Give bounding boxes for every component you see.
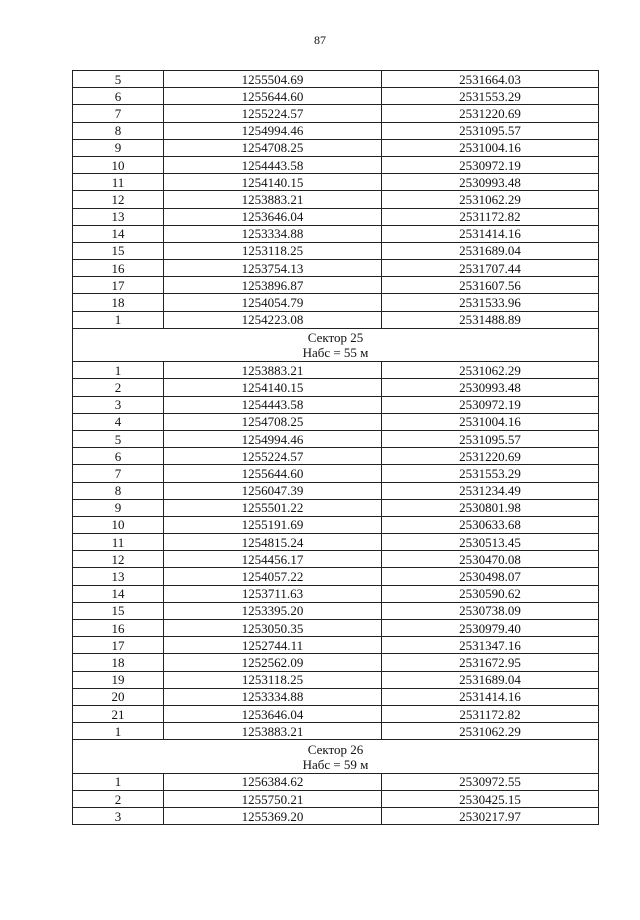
point-number-cell: 2 xyxy=(73,379,164,396)
table-row xyxy=(73,790,599,807)
x-coordinate-cell: 1253883.21 xyxy=(164,362,382,379)
table-row xyxy=(73,585,599,602)
point-number-cell: 10 xyxy=(73,516,164,533)
point-number-cell: 12 xyxy=(73,191,164,208)
x-coordinate-cell: 1255224.57 xyxy=(164,105,382,122)
x-coordinate-cell: 1255644.60 xyxy=(164,465,382,482)
point-number-cell: 14 xyxy=(73,585,164,602)
y-coordinate-cell: 2531172.82 xyxy=(382,705,599,722)
table-row xyxy=(73,448,599,465)
table-row xyxy=(73,260,599,277)
y-coordinate-cell: 2530470.08 xyxy=(382,551,599,568)
x-coordinate-cell: 1253334.88 xyxy=(164,225,382,242)
point-number-cell: 13 xyxy=(73,568,164,585)
x-coordinate-cell: 1254140.15 xyxy=(164,379,382,396)
y-coordinate-cell: 2531004.16 xyxy=(382,413,599,430)
x-coordinate-cell: 1253646.04 xyxy=(164,208,382,225)
y-coordinate-cell: 2530425.15 xyxy=(382,790,599,807)
x-coordinate-cell: 1254223.08 xyxy=(164,311,382,328)
coordinates-table-body xyxy=(73,71,599,825)
point-number-cell: 18 xyxy=(73,654,164,671)
sector-title: Сектор 26 xyxy=(307,741,364,757)
x-coordinate-cell: 1254708.25 xyxy=(164,413,382,430)
sector-height: Набс = 55 м xyxy=(302,345,369,360)
x-coordinate-cell: 1255750.21 xyxy=(164,790,382,807)
x-coordinate-cell: 1253883.21 xyxy=(164,723,382,740)
point-number-cell: 5 xyxy=(73,71,164,88)
x-coordinate-cell: 1253050.35 xyxy=(164,620,382,637)
y-coordinate-cell: 2530738.09 xyxy=(382,602,599,619)
x-coordinate-cell: 1255504.69 xyxy=(164,71,382,88)
y-coordinate-cell: 2531062.29 xyxy=(382,191,599,208)
sector-title: Сектор 25 xyxy=(307,330,364,345)
x-coordinate-cell: 1254815.24 xyxy=(164,534,382,551)
table-row xyxy=(73,71,599,88)
y-coordinate-cell: 2531553.29 xyxy=(382,88,599,105)
y-coordinate-cell: 2531062.29 xyxy=(382,362,599,379)
x-coordinate-cell: 1254456.17 xyxy=(164,551,382,568)
point-number-cell: 16 xyxy=(73,260,164,277)
x-coordinate-cell: 1254140.15 xyxy=(164,174,382,191)
sector-header-row xyxy=(73,328,599,361)
y-coordinate-cell: 2531095.57 xyxy=(382,122,599,139)
table-row xyxy=(73,482,599,499)
point-number-cell: 8 xyxy=(73,122,164,139)
y-coordinate-cell: 2530993.48 xyxy=(382,379,599,396)
point-number-cell: 6 xyxy=(73,88,164,105)
y-coordinate-cell: 2531689.04 xyxy=(382,242,599,259)
y-coordinate-cell: 2531664.03 xyxy=(382,71,599,88)
table-row xyxy=(73,808,599,825)
table-row xyxy=(73,671,599,688)
x-coordinate-cell: 1256047.39 xyxy=(164,482,382,499)
y-coordinate-cell: 2530513.45 xyxy=(382,534,599,551)
table-row xyxy=(73,105,599,122)
point-number-cell: 19 xyxy=(73,671,164,688)
sector-height: Набс = 59 м xyxy=(302,756,369,772)
y-coordinate-cell: 2531220.69 xyxy=(382,448,599,465)
point-number-cell: 15 xyxy=(73,242,164,259)
table-row xyxy=(73,654,599,671)
table-row xyxy=(73,620,599,637)
table-row xyxy=(73,534,599,551)
x-coordinate-cell: 1253646.04 xyxy=(164,705,382,722)
table-row xyxy=(73,174,599,191)
x-coordinate-cell: 1254994.46 xyxy=(164,430,382,447)
x-coordinate-cell: 1255644.60 xyxy=(164,88,382,105)
table-row xyxy=(73,379,599,396)
y-coordinate-cell: 2531004.16 xyxy=(382,139,599,156)
table-row xyxy=(73,465,599,482)
y-coordinate-cell: 2531607.56 xyxy=(382,277,599,294)
table-row xyxy=(73,139,599,156)
x-coordinate-cell: 1255369.20 xyxy=(164,808,382,825)
point-number-cell: 17 xyxy=(73,277,164,294)
point-number-cell: 10 xyxy=(73,156,164,173)
point-number-cell: 20 xyxy=(73,688,164,705)
x-coordinate-cell: 1253896.87 xyxy=(164,277,382,294)
point-number-cell: 16 xyxy=(73,620,164,637)
table-row xyxy=(73,362,599,379)
table-row xyxy=(73,208,599,225)
x-coordinate-cell: 1255224.57 xyxy=(164,448,382,465)
y-coordinate-cell: 2531533.96 xyxy=(382,294,599,311)
point-number-cell: 1 xyxy=(73,723,164,740)
y-coordinate-cell: 2531488.89 xyxy=(382,311,599,328)
x-coordinate-cell: 1254057.22 xyxy=(164,568,382,585)
point-number-cell: 7 xyxy=(73,105,164,122)
sector-header-cell xyxy=(73,740,599,773)
point-number-cell: 11 xyxy=(73,534,164,551)
y-coordinate-cell: 2530972.19 xyxy=(382,156,599,173)
y-coordinate-cell: 2530633.68 xyxy=(382,516,599,533)
x-coordinate-cell: 1253334.88 xyxy=(164,688,382,705)
point-number-cell: 3 xyxy=(73,808,164,825)
x-coordinate-cell: 1253883.21 xyxy=(164,191,382,208)
y-coordinate-cell: 2531414.16 xyxy=(382,225,599,242)
table-row xyxy=(73,773,599,790)
point-number-cell: 9 xyxy=(73,499,164,516)
x-coordinate-cell: 1252562.09 xyxy=(164,654,382,671)
x-coordinate-cell: 1255501.22 xyxy=(164,499,382,516)
point-number-cell: 8 xyxy=(73,482,164,499)
y-coordinate-cell: 2530801.98 xyxy=(382,499,599,516)
y-coordinate-cell: 2530498.07 xyxy=(382,568,599,585)
y-coordinate-cell: 2531234.49 xyxy=(382,482,599,499)
point-number-cell: 5 xyxy=(73,430,164,447)
point-number-cell: 4 xyxy=(73,413,164,430)
y-coordinate-cell: 2531347.16 xyxy=(382,637,599,654)
x-coordinate-cell: 1256384.62 xyxy=(164,773,382,790)
point-number-cell: 7 xyxy=(73,465,164,482)
table-row xyxy=(73,602,599,619)
sector-header-row xyxy=(73,740,599,773)
y-coordinate-cell: 2531672.95 xyxy=(382,654,599,671)
table-row xyxy=(73,516,599,533)
x-coordinate-cell: 1254708.25 xyxy=(164,139,382,156)
point-number-cell: 13 xyxy=(73,208,164,225)
point-number-cell: 12 xyxy=(73,551,164,568)
y-coordinate-cell: 2531062.29 xyxy=(382,723,599,740)
point-number-cell: 1 xyxy=(73,311,164,328)
y-coordinate-cell: 2530993.48 xyxy=(382,174,599,191)
x-coordinate-cell: 1253395.20 xyxy=(164,602,382,619)
table-row xyxy=(73,396,599,413)
table-row xyxy=(73,242,599,259)
table-row xyxy=(73,294,599,311)
point-number-cell: 2 xyxy=(73,790,164,807)
y-coordinate-cell: 2531220.69 xyxy=(382,105,599,122)
table-row xyxy=(73,225,599,242)
point-number-cell: 17 xyxy=(73,637,164,654)
table-row xyxy=(73,637,599,654)
x-coordinate-cell: 1254443.58 xyxy=(164,396,382,413)
x-coordinate-cell: 1254054.79 xyxy=(164,294,382,311)
point-number-cell: 15 xyxy=(73,602,164,619)
y-coordinate-cell: 2530217.97 xyxy=(382,808,599,825)
table-row xyxy=(73,122,599,139)
x-coordinate-cell: 1254443.58 xyxy=(164,156,382,173)
point-number-cell: 14 xyxy=(73,225,164,242)
y-coordinate-cell: 2531689.04 xyxy=(382,671,599,688)
page-number: 87 xyxy=(314,33,326,47)
y-coordinate-cell: 2531414.16 xyxy=(382,688,599,705)
point-number-cell: 21 xyxy=(73,705,164,722)
x-coordinate-cell: 1253711.63 xyxy=(164,585,382,602)
point-number-cell: 3 xyxy=(73,396,164,413)
x-coordinate-cell: 1254994.46 xyxy=(164,122,382,139)
table-row xyxy=(73,156,599,173)
y-coordinate-cell: 2531095.57 xyxy=(382,430,599,447)
y-coordinate-cell: 2531707.44 xyxy=(382,260,599,277)
x-coordinate-cell: 1253754.13 xyxy=(164,260,382,277)
table-row xyxy=(73,191,599,208)
x-coordinate-cell: 1252744.11 xyxy=(164,637,382,654)
sector-header-cell xyxy=(73,328,599,361)
point-number-cell: 1 xyxy=(73,773,164,790)
table-row xyxy=(73,688,599,705)
point-number-cell: 18 xyxy=(73,294,164,311)
table-row xyxy=(73,499,599,516)
table-row xyxy=(73,551,599,568)
x-coordinate-cell: 1255191.69 xyxy=(164,516,382,533)
table-row xyxy=(73,705,599,722)
y-coordinate-cell: 2530972.19 xyxy=(382,396,599,413)
point-number-cell: 6 xyxy=(73,448,164,465)
table-row xyxy=(73,723,599,740)
table-row xyxy=(73,88,599,105)
y-coordinate-cell: 2530590.62 xyxy=(382,585,599,602)
table-row xyxy=(73,311,599,328)
x-coordinate-cell: 1253118.25 xyxy=(164,671,382,688)
point-number-cell: 9 xyxy=(73,139,164,156)
table-row xyxy=(73,277,599,294)
point-number-cell: 11 xyxy=(73,174,164,191)
y-coordinate-cell: 2530979.40 xyxy=(382,620,599,637)
table-row xyxy=(73,413,599,430)
x-coordinate-cell: 1253118.25 xyxy=(164,242,382,259)
coordinates-table xyxy=(72,70,599,825)
y-coordinate-cell: 2531172.82 xyxy=(382,208,599,225)
table-row xyxy=(73,568,599,585)
point-number-cell: 1 xyxy=(73,362,164,379)
y-coordinate-cell: 2530972.55 xyxy=(382,773,599,790)
y-coordinate-cell: 2531553.29 xyxy=(382,465,599,482)
table-row xyxy=(73,430,599,447)
